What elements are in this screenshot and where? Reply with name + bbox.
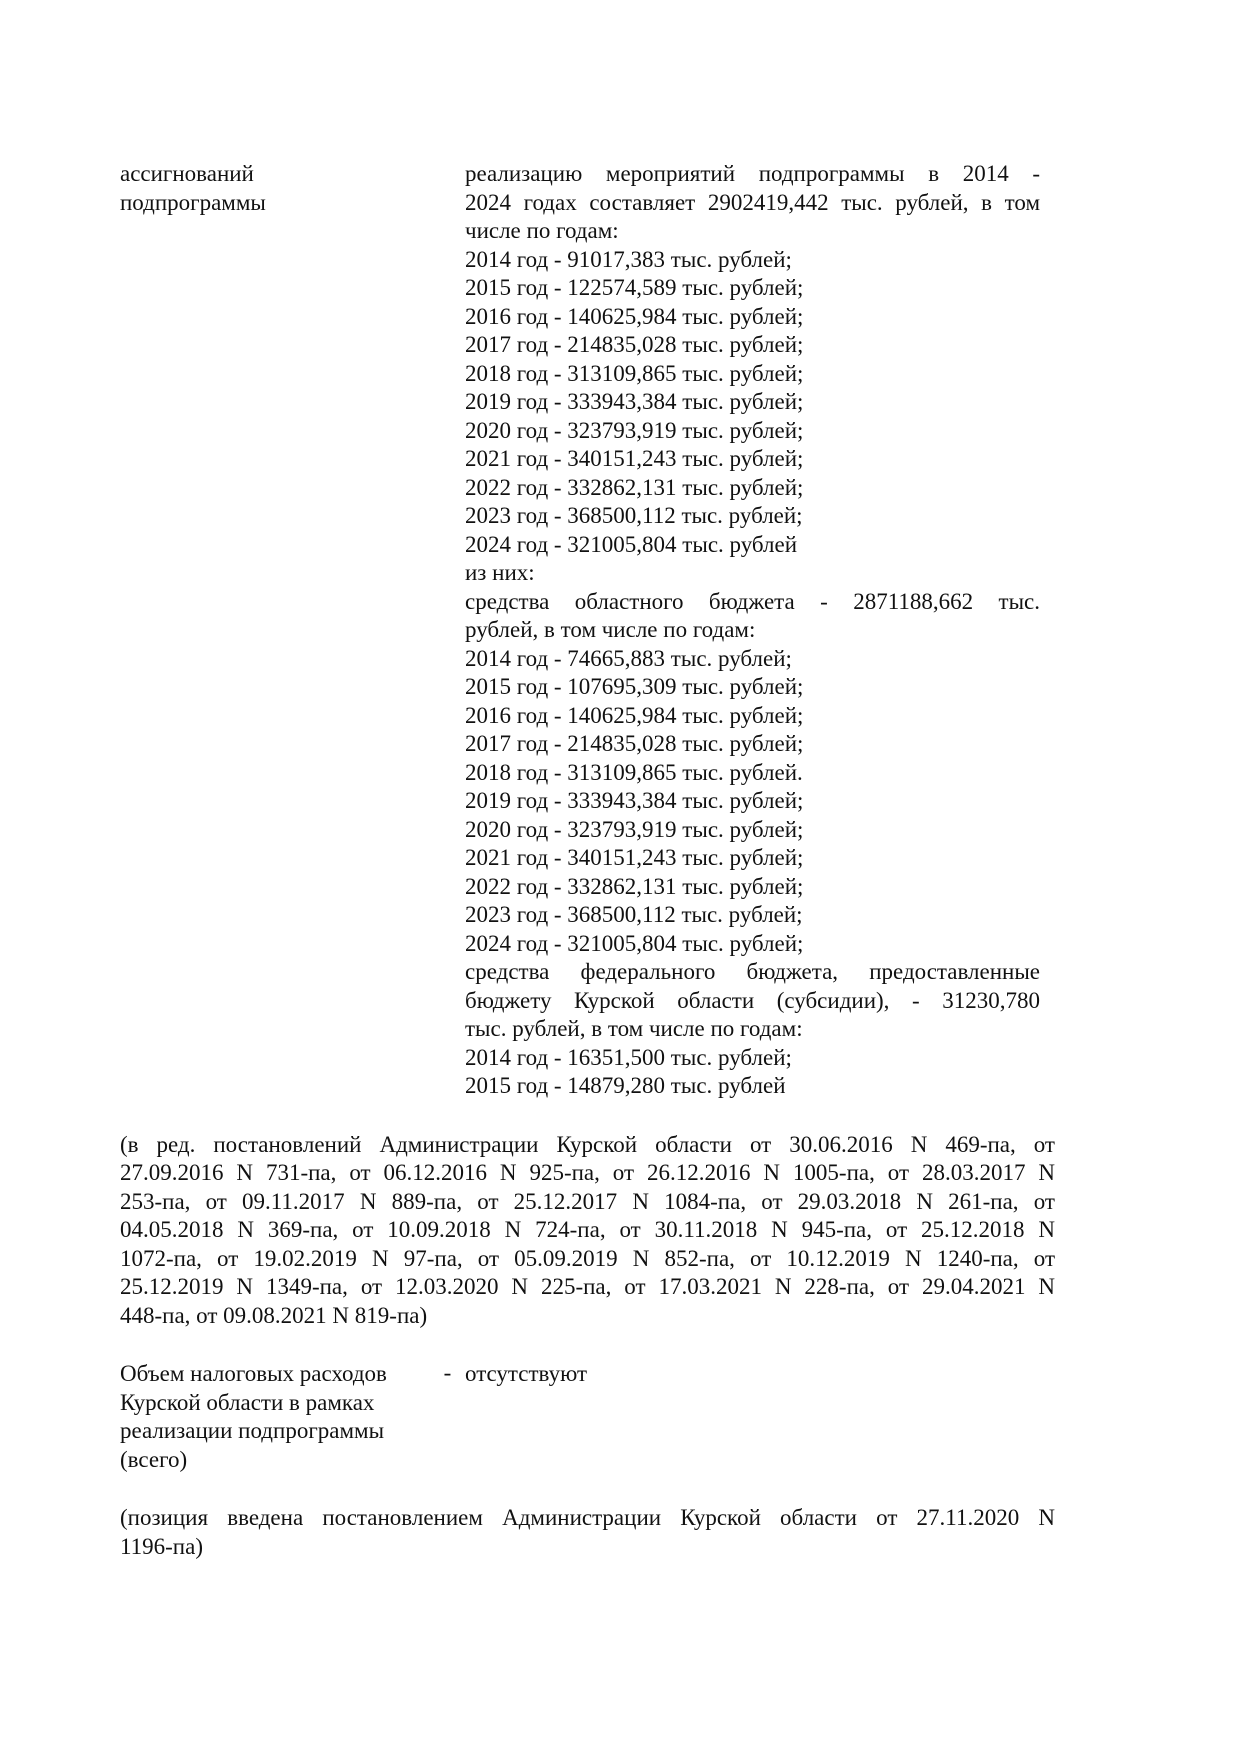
financing-year-line: числе по годам: (465, 218, 619, 243)
financing-value (465, 160, 1040, 1101)
financing-year-line: 2015 год - 122574,589 тыс. рублей; (465, 275, 804, 300)
amendment-note-line: (в ред. постановлений Администрации Курской области от 30.06.2016 N 469-па, от (120, 1131, 1055, 1157)
financing-year-line: из них: (465, 560, 535, 585)
federal-budget-header: бюджету Курской области (субсидии), - 31230,780 (465, 987, 1040, 1013)
financing-total-line: реализацию мероприятий подпрограммы в 2014 - (465, 161, 1040, 186)
financing-total-line: 2024 годах составляет 2902419,442 тыс. рублей, в том (465, 189, 1040, 215)
regional-year-line: 2019 год - 333943,384 тыс. рублей; (465, 788, 804, 813)
amendment-note-line: 25.12.2019 N 1349-па, от 12.03.2020 N 225-па, от 17.03.2021 N 228-па, от 29.04.2021 N (120, 1274, 1055, 1299)
regional-year-line: 2018 год - 313109,865 тыс. рублей. (465, 759, 803, 785)
financing-year-line: 2019 год - 333943,384 тыс. рублей; (465, 389, 804, 414)
regional-budget-header: средства областного бюджета - 2871188,662 тыс. (465, 588, 1040, 614)
financing-year-line: 2017 год - 214835,028 тыс. рублей; (465, 332, 804, 357)
financing-label-line: ассигнований (120, 161, 254, 186)
federal-year-line: тыс. рублей, в том числе по годам: (465, 1016, 803, 1041)
tax-expenses-label-line: реализации подпрограммы (120, 1418, 385, 1443)
regional-year-line: 2023 год - 368500,112 тыс. рублей; (465, 902, 803, 927)
regional-year-line: рублей, в том числе по годам: (465, 617, 756, 642)
regional-year-line: 2020 год - 323793,919 тыс. рублей; (465, 816, 804, 842)
financing-year-line: 2014 год - 91017,383 тыс. рублей; (465, 246, 792, 272)
regional-year-line: 2014 год - 74665,883 тыс. рублей; (465, 645, 792, 671)
financing-year-line: 2021 год - 340151,243 тыс. рублей; (465, 446, 804, 471)
financing-year-line: 2022 год - 332862,131 тыс. рублей; (465, 474, 804, 500)
document-page (120, 160, 1055, 1591)
amendment-note-line: 253-па, от 09.11.2017 N 889-па, от 25.12.2017 N 1084-па, от 29.03.2018 N 261-па, от (120, 1188, 1055, 1214)
regional-year-line: 2022 год - 332862,131 тыс. рублей; (465, 873, 804, 899)
amendment-note-line: 27.09.2016 N 731-па, от 06.12.2016 N 925-па, от 26.12.2016 N 1005-па, от 28.03.2017 N (120, 1160, 1055, 1185)
position-note-line: (позиция введена постановлением Администрации Курской области от 27.11.2020 N (120, 1505, 1055, 1530)
tax-expenses-dash: - (443, 1360, 452, 1385)
financing-year-line: 2016 год - 140625,984 тыс. рублей; (465, 303, 804, 329)
regional-year-line: 2024 год - 321005,804 тыс. рублей; (465, 930, 804, 956)
amendment-note-line: 448-па, от 09.08.2021 N 819-па) (120, 1302, 428, 1328)
regional-year-line: 2021 год - 340151,243 тыс. рублей; (465, 845, 804, 870)
tax-expenses-label (120, 1360, 430, 1474)
financing-label (120, 160, 465, 217)
tax-expenses-label-line: Курской области в рамках (120, 1389, 375, 1415)
position-note (120, 1504, 1055, 1561)
amendment-note-line: 04.05.2018 N 369-па, от 10.09.2018 N 724-па, от 30.11.2018 N 945-па, от 25.12.2018 N (120, 1217, 1055, 1242)
federal-year-line: 2015 год - 14879,280 тыс. рублей (465, 1073, 786, 1098)
regional-year-line: 2017 год - 214835,028 тыс. рублей; (465, 731, 804, 756)
amendment-note-line: 1072-па, от 19.02.2019 N 97-па, от 05.09.2019 N 852-па, от 10.12.2019 N 1240-па, от (120, 1245, 1055, 1271)
regional-year-line: 2016 год - 140625,984 тыс. рублей; (465, 702, 804, 728)
financing-year-line: 2023 год - 368500,112 тыс. рублей; (465, 503, 803, 528)
regional-year-line: 2015 год - 107695,309 тыс. рублей; (465, 674, 804, 699)
tax-expenses-label-line: Объем налоговых расходов (120, 1361, 387, 1386)
amendment-note (120, 1131, 1055, 1331)
financing-row (120, 160, 1055, 1101)
tax-expenses-row (120, 1360, 1055, 1474)
financing-year-line: 2024 год - 321005,804 тыс. рублей (465, 531, 798, 557)
federal-year-line: 2014 год - 16351,500 тыс. рублей; (465, 1044, 792, 1070)
position-note-line: 1196-па) (120, 1533, 203, 1559)
federal-budget-header: средства федерального бюджета, предоставленные (465, 959, 1040, 984)
tax-expenses-label-line: (всего) (120, 1446, 188, 1472)
financing-label-line: подпрограммы (120, 189, 266, 215)
financing-year-line: 2020 год - 323793,919 тыс. рублей; (465, 417, 804, 443)
financing-year-line: 2018 год - 313109,865 тыс. рублей; (465, 360, 804, 386)
tax-expenses-value: отсутствуют (465, 1361, 588, 1386)
